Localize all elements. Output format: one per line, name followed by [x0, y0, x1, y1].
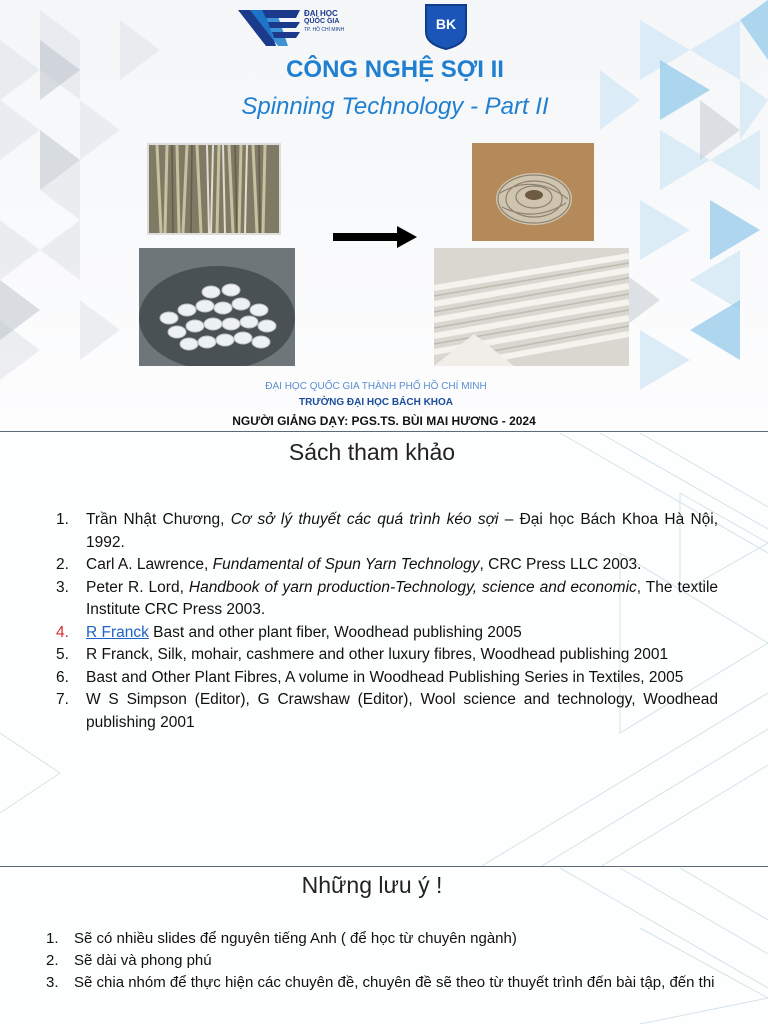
- reference-publisher: , CRC Press LLC 2003.: [479, 556, 642, 573]
- list-item: [50, 622, 718, 645]
- list-number: 3.: [46, 974, 59, 991]
- list-item: [50, 644, 718, 667]
- reference-author: Carl A. Lawrence,: [86, 556, 213, 573]
- note-text: Sẽ chia nhóm để thực hiện các chuyên đề, chuyên đề sẽ theo từ thuyết trình đến bài tập, đến thi: [74, 974, 715, 991]
- university-name: ĐẠI HỌC QUỐC GIA THÀNH PHỐ HỒ CHÍ MINH: [265, 381, 487, 392]
- course-title-vietnamese: CÔNG NGHỆ SỢI II: [286, 56, 504, 83]
- list-number: 7.: [56, 691, 69, 708]
- yarn-ball-photo: [472, 143, 594, 241]
- reference-author: Peter R. Lord,: [86, 578, 189, 596]
- list-number: 1.: [56, 511, 69, 528]
- arrow-right-icon: [333, 226, 417, 248]
- course-title-english: Spinning Technology - Part II: [241, 93, 549, 120]
- list-item: [50, 577, 718, 622]
- notes-slide: [0, 868, 768, 1024]
- list-number: 2.: [46, 952, 59, 969]
- list-number: 3.: [56, 578, 69, 596]
- vnu-hcm-logo: [236, 6, 360, 50]
- lecturer-line: NGƯỜI GIẢNG DẠY: PGS.TS. BÙI MAI HƯƠNG - 2024: [232, 414, 536, 428]
- slide-title: Sách tham khảo: [288, 439, 456, 465]
- reference-text: Bast and Other Plant Fibres, A volume in Woodhead Publishing Series in Textiles, 2005: [86, 668, 684, 686]
- raw-fiber-photo: [147, 143, 281, 235]
- yarn-ball-image: [472, 143, 594, 241]
- reference-text: R Franck, Silk, mohair, cashmere and other luxury fibres, Woodhead publishing 2001: [86, 646, 669, 663]
- list-item: [50, 689, 718, 734]
- bk-logo: [423, 2, 469, 50]
- vnu-emblem-icon: [236, 6, 302, 50]
- references-slide: [0, 433, 768, 867]
- reference-text: W S Simpson (Editor), G Crawshaw (Editor), Wool science and technology, Woodhead publishing 2001: [86, 691, 718, 731]
- list-item: [40, 972, 740, 994]
- list-item: [40, 928, 740, 950]
- list-number: 2.: [56, 556, 69, 573]
- vnu-logo-line2: QUỐC GIA: [304, 18, 340, 25]
- list-number: 5.: [56, 646, 69, 663]
- note-text: Sẽ có nhiều slides để nguyên tiếng Anh ( để học từ chuyên ngành): [74, 930, 517, 947]
- silk-yarn-image: [434, 248, 629, 366]
- silk-cocoons-photo: [139, 248, 295, 366]
- reference-title: Fundamental of Spun Yarn Technology: [212, 556, 480, 573]
- reference-publisher: , The textile Institute CRC Press 2003.: [86, 578, 719, 618]
- vnu-logo-line3: TP. HỒ CHÍ MINH: [304, 27, 345, 33]
- vnu-logo-line1: ĐẠI HỌC: [304, 9, 338, 18]
- raw-fiber-image: [149, 145, 279, 233]
- list-item: [50, 667, 718, 690]
- bk-logo-text: BK: [435, 16, 457, 32]
- list-number: 1.: [46, 930, 59, 947]
- reference-title: Handbook of yarn production-Technology, science and economic: [188, 578, 637, 596]
- reference-publisher: – Đại học Bách Khoa Hà Nội, 1992.: [86, 511, 719, 551]
- reference-link[interactable]: R Franck: [86, 623, 149, 641]
- list-number: 6.: [56, 668, 69, 686]
- reference-text: Bast and other plant fiber, Woodhead publishing 2005: [148, 623, 522, 641]
- list-number: 4.: [56, 623, 69, 641]
- note-text: Sẽ dài và phong phú: [74, 952, 212, 969]
- reference-title: Cơ sở lý thuyết các quá trình kéo sợi: [230, 511, 499, 528]
- silk-cocoons-image: [139, 248, 295, 366]
- school-name: TRƯỜNG ĐẠI HỌC BÁCH KHOA: [298, 397, 454, 408]
- reference-author: Trần Nhật Chương,: [86, 511, 231, 528]
- list-item: [50, 554, 718, 577]
- title-slide: [0, 0, 768, 432]
- slide-title: Những lưu ý !: [301, 872, 443, 898]
- list-item: [50, 509, 718, 554]
- reference-list: [50, 509, 718, 734]
- notes-list: [40, 928, 740, 994]
- list-item: [40, 950, 740, 972]
- silk-yarn-photo: [434, 248, 629, 366]
